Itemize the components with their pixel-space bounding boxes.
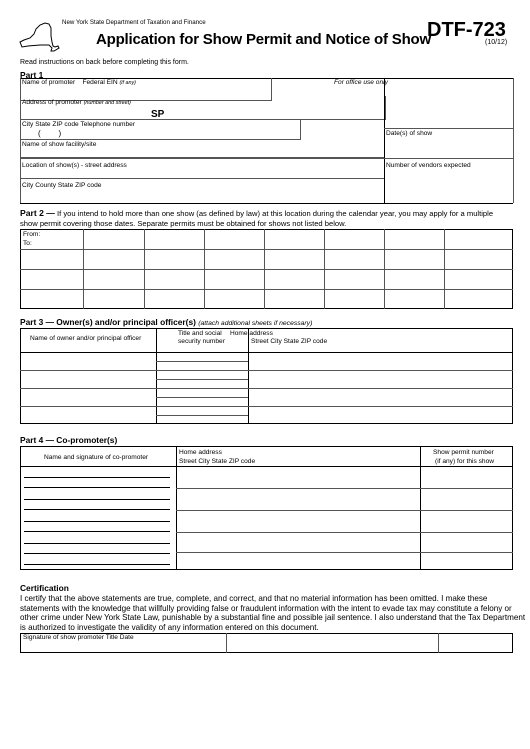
owners-row-rule xyxy=(20,388,513,389)
part3-heading: Part 3 — Owner(s) and/or principal officer(s) xyxy=(20,317,196,327)
dates-grid-col xyxy=(204,229,205,309)
certification-line-2: statements with the knowledge that willfully providing false or fraudulent information with the intent to evade tax may constitute a felony or xyxy=(20,603,512,613)
part2-heading: Part 2 — xyxy=(20,208,55,218)
copromoter-row-rule xyxy=(176,510,513,511)
part1-left-edge xyxy=(20,78,21,203)
facility-label: Name of show facility/site xyxy=(22,141,97,148)
dates-grid-col xyxy=(83,229,84,309)
copromoter-name-header: Name and signature of co-promoter xyxy=(44,454,149,461)
part2-text-line1: If you intend to hold more than one show (as defined by law) at this location during the calendar year, you may apply for a multiple xyxy=(57,209,494,218)
agency-name: New York State Department of Taxation and Finance xyxy=(62,19,206,26)
instructions-note: Read instructions on back before completing this form. xyxy=(20,59,189,66)
copromoter-permit-header-1: Show permit number xyxy=(433,449,494,456)
promoter-address-label: Address of promoter (number and street) xyxy=(22,99,131,106)
copromoter-signature-line xyxy=(24,553,170,554)
copromoter-row-rule xyxy=(176,532,513,533)
owners-header-rule xyxy=(20,352,513,353)
owners-sub-rule xyxy=(156,415,248,416)
form-number: DTF-723 xyxy=(427,19,506,41)
certification-heading: Certification xyxy=(20,583,69,593)
copromoter-signature-line xyxy=(24,564,170,565)
signature-divider xyxy=(438,633,439,653)
part1-bottom-rule xyxy=(20,203,513,204)
city-phone-label: City State ZIP code Telephone number xyxy=(22,121,136,128)
form-revision: (10/12) xyxy=(485,39,508,46)
owners-row-rule xyxy=(20,406,513,407)
part1-right-divider xyxy=(384,78,385,203)
dates-grid-row xyxy=(20,269,513,270)
show-dates-label: Date(s) of show xyxy=(386,130,433,137)
dates-grid-col xyxy=(144,229,145,309)
copromoter-signature-line xyxy=(24,531,170,532)
copromoter-row-rule xyxy=(176,488,513,489)
copromoter-home-header: Home address xyxy=(179,449,222,456)
copromoter-signature-line xyxy=(24,521,170,522)
phone-parens: ( ) xyxy=(38,129,62,138)
copromoter-signature-line xyxy=(24,499,170,500)
location-rule xyxy=(20,158,513,159)
copromoter-permit-header-2: (if any) for this show xyxy=(435,458,494,465)
promoter-name-label: Name of promoter Federal EIN (if any) xyxy=(22,79,136,86)
copromoter-signature-line xyxy=(24,487,170,488)
owners-sub-rule xyxy=(156,397,248,398)
signature-divider xyxy=(226,633,227,653)
location-label: Location of show(s) - street address xyxy=(22,162,127,169)
nys-map-logo xyxy=(18,20,62,54)
certification-line-1: I certify that the above statements are true, complete, and correct, and that no material information has been omitted. I make these xyxy=(20,594,488,603)
dates-grid-col xyxy=(384,229,385,309)
part1-heading: Part 1 xyxy=(20,70,44,80)
dates-grid-col xyxy=(324,229,325,309)
dates-grid-col xyxy=(444,229,445,309)
sp-code: SP xyxy=(151,109,165,120)
from-label: From: xyxy=(23,231,41,238)
copromoter-signature-line xyxy=(24,477,170,478)
vendors-label: Number of vendors expected xyxy=(386,162,471,169)
dates-grid-row xyxy=(20,249,513,250)
copromoter-header-rule xyxy=(20,466,513,467)
owner-title-header-1: Title and social xyxy=(178,330,222,337)
copromoter-signature-line xyxy=(24,543,170,544)
part2-text xyxy=(20,208,520,229)
owner-name-header: Name of owner and/or principal officer xyxy=(30,335,142,342)
part3-heading-row xyxy=(20,317,312,327)
part4-heading: Part 4 — Co-promoter(s) xyxy=(20,435,118,445)
copromoter-row-rule xyxy=(176,552,513,553)
certification-line-4: is authorized to investigate the validity of any information entered on this document. xyxy=(20,622,319,632)
to-label: To: xyxy=(23,240,32,247)
certification-line-3: other crime under New York State Law, punishable by a substantial fine and possible jail sentence. I also understand that the Tax Department xyxy=(20,613,526,623)
dates-grid-col xyxy=(264,229,265,309)
owner-title-header-2: security number xyxy=(178,338,225,345)
dates-rule xyxy=(384,128,513,129)
part2-text-line2: show permit covering those dates. Separate permits must be obtained for shows not listed below. xyxy=(20,219,347,228)
office-use-label: For office use only xyxy=(334,79,388,86)
signature-label: Signature of show promoter Title Date xyxy=(23,634,134,641)
copromoter-signature-line xyxy=(24,509,170,510)
owner-home-header: Home address xyxy=(230,330,273,337)
owners-sub-rule xyxy=(156,379,248,380)
part3-note: (attach additional sheets if necessary) xyxy=(198,320,313,327)
owners-sub-rule xyxy=(156,361,248,362)
dates-grid-row xyxy=(20,289,513,290)
certification-text xyxy=(20,594,525,632)
form-title: Application for Show Permit and Notice of Show xyxy=(96,31,431,48)
county-rule xyxy=(20,178,384,179)
owners-row-rule xyxy=(20,370,513,371)
owner-address-header: Street City State ZIP code xyxy=(251,338,328,345)
owners-col-divider xyxy=(156,328,157,424)
county-label: City County State ZIP code xyxy=(22,182,102,189)
copromoter-address-header: Street City State ZIP code xyxy=(179,458,256,465)
owners-col-divider xyxy=(248,328,249,424)
part1-right-edge xyxy=(513,78,514,203)
